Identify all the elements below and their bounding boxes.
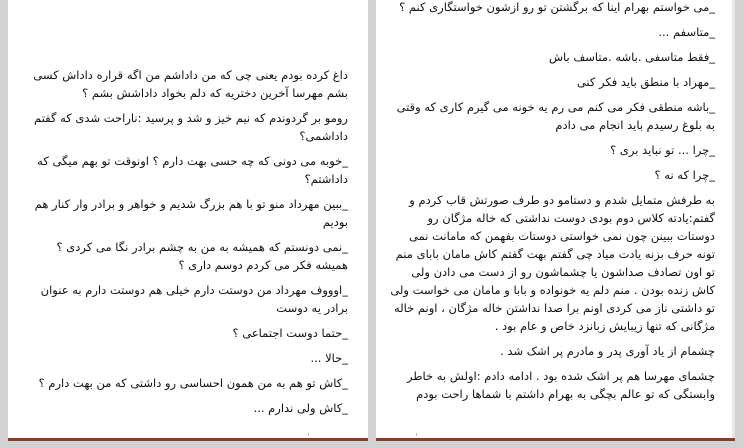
paragraph: چشمام از یاد آوری پدر و مادرم پر اشک شد . <box>500 344 715 358</box>
paragraph: داغ کرده بودم یعنی چی که من داداشم من اگه قراره داداش کسی بشم مهرسا آخرین دختریه که دلم بخواد داداشش بشم ؟ <box>33 68 348 100</box>
paragraph: _کاش ولی ندارم ... <box>253 401 348 415</box>
left-page-text <box>22 66 348 424</box>
paragraph: _خوبه می دونی که چه حسی بهت دارم ؟ اونوقت تو بهم میگی که داداشتم؟ <box>37 154 348 186</box>
right-page <box>376 0 735 441</box>
paragraph: _اوووف مهرداد من دوستت دارم خیلی هم دوستت دارم به عنوان برادر یه دوست <box>40 283 348 315</box>
paragraph: رومو بر گردوندم که نیم خیز و شد و پرسید :ناراحت شدی که گفتم داداشمی؟ <box>34 111 348 143</box>
page-bottom-border <box>8 438 368 441</box>
paragraph: _باشه منطقی فکر می کنم می رم یه خونه می گیرم کاری که وقتی به بلوغ رسیدم باید انجام می دادم <box>396 100 715 132</box>
page-marker <box>416 433 417 436</box>
paragraph: _مهراد با منطق باید فکر کنی <box>576 75 715 89</box>
page-marker <box>308 433 309 436</box>
paragraph: _متاسفم ... <box>658 25 715 39</box>
left-page <box>8 0 368 441</box>
paragraph: _چرا ... تو نباید بری ؟ <box>610 143 715 157</box>
paragraph: _فقط متاسفی .باشه .متاسف باش <box>548 50 715 64</box>
paragraph: _می خواستم بهرام اینا که برگشتن تو رو ازشون خواستگاری کنم ؟ <box>399 0 715 14</box>
paragraph: چشمای مهرسا هم پر اشک شده بود . ادامه دادم :اولش به خاطر وابستگی که تو عالم بچگی به بهرام داشتم با شماها راحت بودم <box>407 369 715 401</box>
right-page-text <box>390 0 715 410</box>
paragraph: _حالا ... <box>310 351 348 365</box>
paragraph: _کاش تو هم به من همون احساسی رو داشتی که من بهت دارم ؟ <box>38 376 348 390</box>
paragraph: _ببین مهرداد منو تو با هم بزرگ شدیم و خواهر و برادر وار کنار هم بودیم <box>34 197 348 229</box>
paragraph: به طرفش متمایل شدم و دستامو دو طرف صورتش قاب کردم و گفتم:یادته کلاس دوم بودی دوست نداشتی که خاله مژگان رو دوستات ببینن چون نمی خواستی دوستات بفهمن که مامانت نمی تونه حرف بزنه یادت میاد چی گفتم بهت گفتم کاش مامان بابای منم تو اون تصادف صداشون یا چشماشون رو از دست می دادن ولی کاش زنده بودن . منم دلم یه خونواده و بابا و مامان می خواست ولی تو داشتی ناز می کردی اونم برا صدا نداشتن خاله مژگان ، اونم خاله مژگانی که تنها زیبایش زبانزد خاص و عام بود . <box>390 193 715 333</box>
page-bottom-border <box>376 438 735 441</box>
scrollbar[interactable] <box>732 0 735 438</box>
paragraph: _حتما دوست اجتماعی ؟ <box>232 326 348 340</box>
paragraph: _نمی دونستم که همیشه به من به چشم برادر نگا می کردی ؟ همیشه فکر می کردم دوسم داری ؟ <box>56 240 348 272</box>
paragraph: _چرا که نه ؟ <box>654 168 715 182</box>
